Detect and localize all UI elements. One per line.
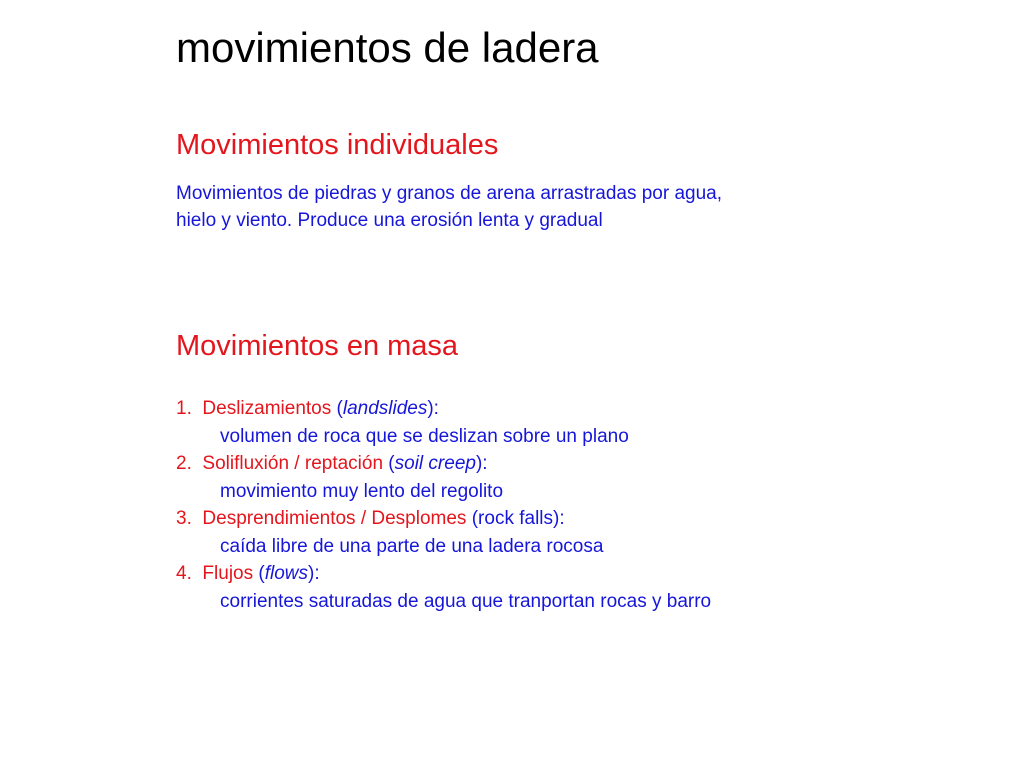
item-term: soil creep xyxy=(394,453,476,474)
list-item-description: corrientes saturadas de agua que tranportan rocas y barro xyxy=(220,590,712,612)
item-term: flows xyxy=(264,563,309,584)
item-number: 4. xyxy=(176,563,192,584)
list-item-description: caída libre de una parte de una ladera rocosa xyxy=(220,535,604,557)
mass-movements-list xyxy=(176,395,936,615)
item-paren-close: ): xyxy=(553,508,565,529)
item-term: landslides xyxy=(342,398,428,419)
list-item xyxy=(176,450,936,505)
list-item-title xyxy=(176,560,936,588)
list-item-title xyxy=(176,505,936,533)
section-individual-text xyxy=(176,180,876,234)
item-number: 3. xyxy=(176,508,192,529)
list-item xyxy=(176,560,936,615)
item-name: Deslizamientos xyxy=(202,398,332,419)
list-item xyxy=(176,505,936,560)
list-item-title xyxy=(176,395,936,423)
item-paren-close: ): xyxy=(427,398,439,419)
list-item xyxy=(176,395,936,450)
text-line: hielo y viento. Produce una erosión lenta y gradual xyxy=(176,210,603,231)
item-name: Flujos xyxy=(202,563,254,584)
slide-title: movimientos de ladera xyxy=(176,24,599,71)
item-paren-close: ): xyxy=(308,563,320,584)
section-heading-mass: Movimientos en masa xyxy=(176,330,459,362)
list-item-description: volumen de roca que se deslizan sobre un plano xyxy=(220,425,629,447)
item-name: Solifluxión / reptación xyxy=(202,453,384,474)
item-paren-open: ( xyxy=(466,508,479,529)
item-term: rock falls xyxy=(478,508,554,529)
section-heading-individual: Movimientos individuales xyxy=(176,129,499,161)
item-paren-open: ( xyxy=(383,453,395,474)
item-name: Desprendimientos / Desplomes xyxy=(202,508,467,529)
list-item-title xyxy=(176,450,936,478)
item-paren-open: ( xyxy=(253,563,265,584)
item-number: 1. xyxy=(176,398,192,419)
text-line: Movimientos de piedras y granos de arena arrastradas por agua, xyxy=(176,183,723,204)
item-paren-close: ): xyxy=(475,453,488,474)
item-number: 2. xyxy=(176,453,192,474)
item-paren-open: ( xyxy=(331,398,343,419)
list-item-description: movimiento muy lento del regolito xyxy=(220,480,504,502)
